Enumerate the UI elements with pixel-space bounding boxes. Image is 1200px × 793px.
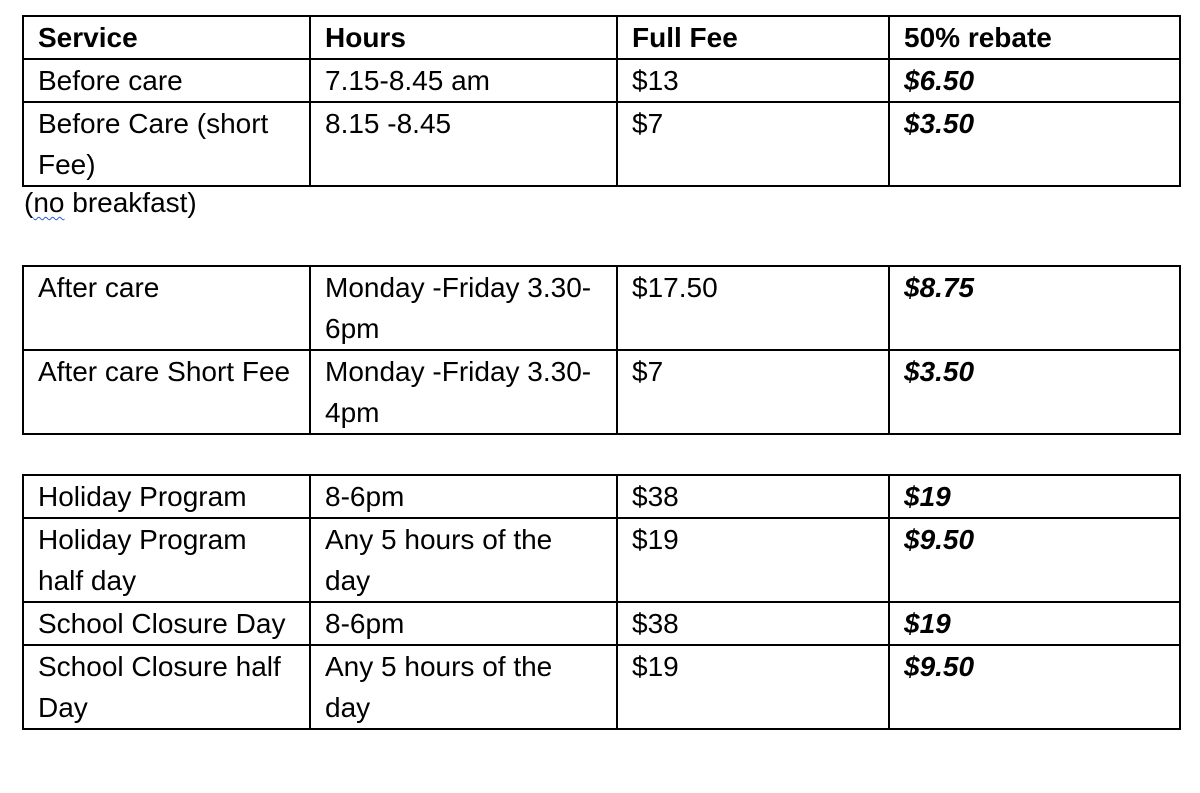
service-cell: Holiday Program half day xyxy=(23,518,310,602)
hours-cell: 8-6pm xyxy=(310,475,617,518)
rebate-cell: $3.50 xyxy=(889,102,1180,186)
service-cell: After care Short Fee xyxy=(23,350,310,434)
service-cell: After care xyxy=(23,266,310,350)
spellcheck-flagged-word: no xyxy=(33,187,65,218)
table-header-row xyxy=(23,16,1180,59)
rebate-cell: $9.50 xyxy=(889,518,1180,602)
holiday-program-fee-table xyxy=(22,474,1181,730)
table-row xyxy=(23,102,1180,186)
full-fee-cell: $17.50 xyxy=(617,266,889,350)
table-row xyxy=(23,645,1180,729)
after-care-fee-table xyxy=(22,265,1181,435)
note-rest: breakfast) xyxy=(64,187,197,218)
hours-cell: Any 5 hours of the day xyxy=(310,645,617,729)
full-fee-cell: $13 xyxy=(617,59,889,102)
rebate-cell: $6.50 xyxy=(889,59,1180,102)
table-row xyxy=(23,518,1180,602)
note-open-paren: ( xyxy=(24,187,34,218)
full-fee-cell: $7 xyxy=(617,102,889,186)
hours-cell: 8-6pm xyxy=(310,602,617,645)
no-breakfast-note xyxy=(24,182,197,223)
table-row xyxy=(23,475,1180,518)
table-row xyxy=(23,59,1180,102)
service-cell: Before care xyxy=(23,59,310,102)
table-row xyxy=(23,350,1180,434)
hours-cell: 7.15-8.45 am xyxy=(310,59,617,102)
rebate-cell: $19 xyxy=(889,475,1180,518)
rebate-cell: $9.50 xyxy=(889,645,1180,729)
service-cell: School Closure half Day xyxy=(23,645,310,729)
table-row xyxy=(23,602,1180,645)
rebate-cell: $3.50 xyxy=(889,350,1180,434)
service-cell: School Closure Day xyxy=(23,602,310,645)
header-rebate: 50% rebate xyxy=(889,16,1180,59)
full-fee-cell: $38 xyxy=(617,475,889,518)
full-fee-cell: $19 xyxy=(617,518,889,602)
full-fee-cell: $19 xyxy=(617,645,889,729)
header-full-fee: Full Fee xyxy=(617,16,889,59)
full-fee-cell: $7 xyxy=(617,350,889,434)
rebate-cell: $8.75 xyxy=(889,266,1180,350)
table-row xyxy=(23,266,1180,350)
header-hours: Hours xyxy=(310,16,617,59)
rebate-cell: $19 xyxy=(889,602,1180,645)
service-cell: Holiday Program xyxy=(23,475,310,518)
before-care-fee-table xyxy=(22,15,1181,187)
full-fee-cell: $38 xyxy=(617,602,889,645)
header-service: Service xyxy=(23,16,310,59)
hours-cell: Any 5 hours of the day xyxy=(310,518,617,602)
hours-cell: 8.15 -8.45 xyxy=(310,102,617,186)
hours-cell: Monday -Friday 3.30-6pm xyxy=(310,266,617,350)
hours-cell: Monday -Friday 3.30-4pm xyxy=(310,350,617,434)
service-cell: Before Care (short Fee) xyxy=(23,102,310,186)
